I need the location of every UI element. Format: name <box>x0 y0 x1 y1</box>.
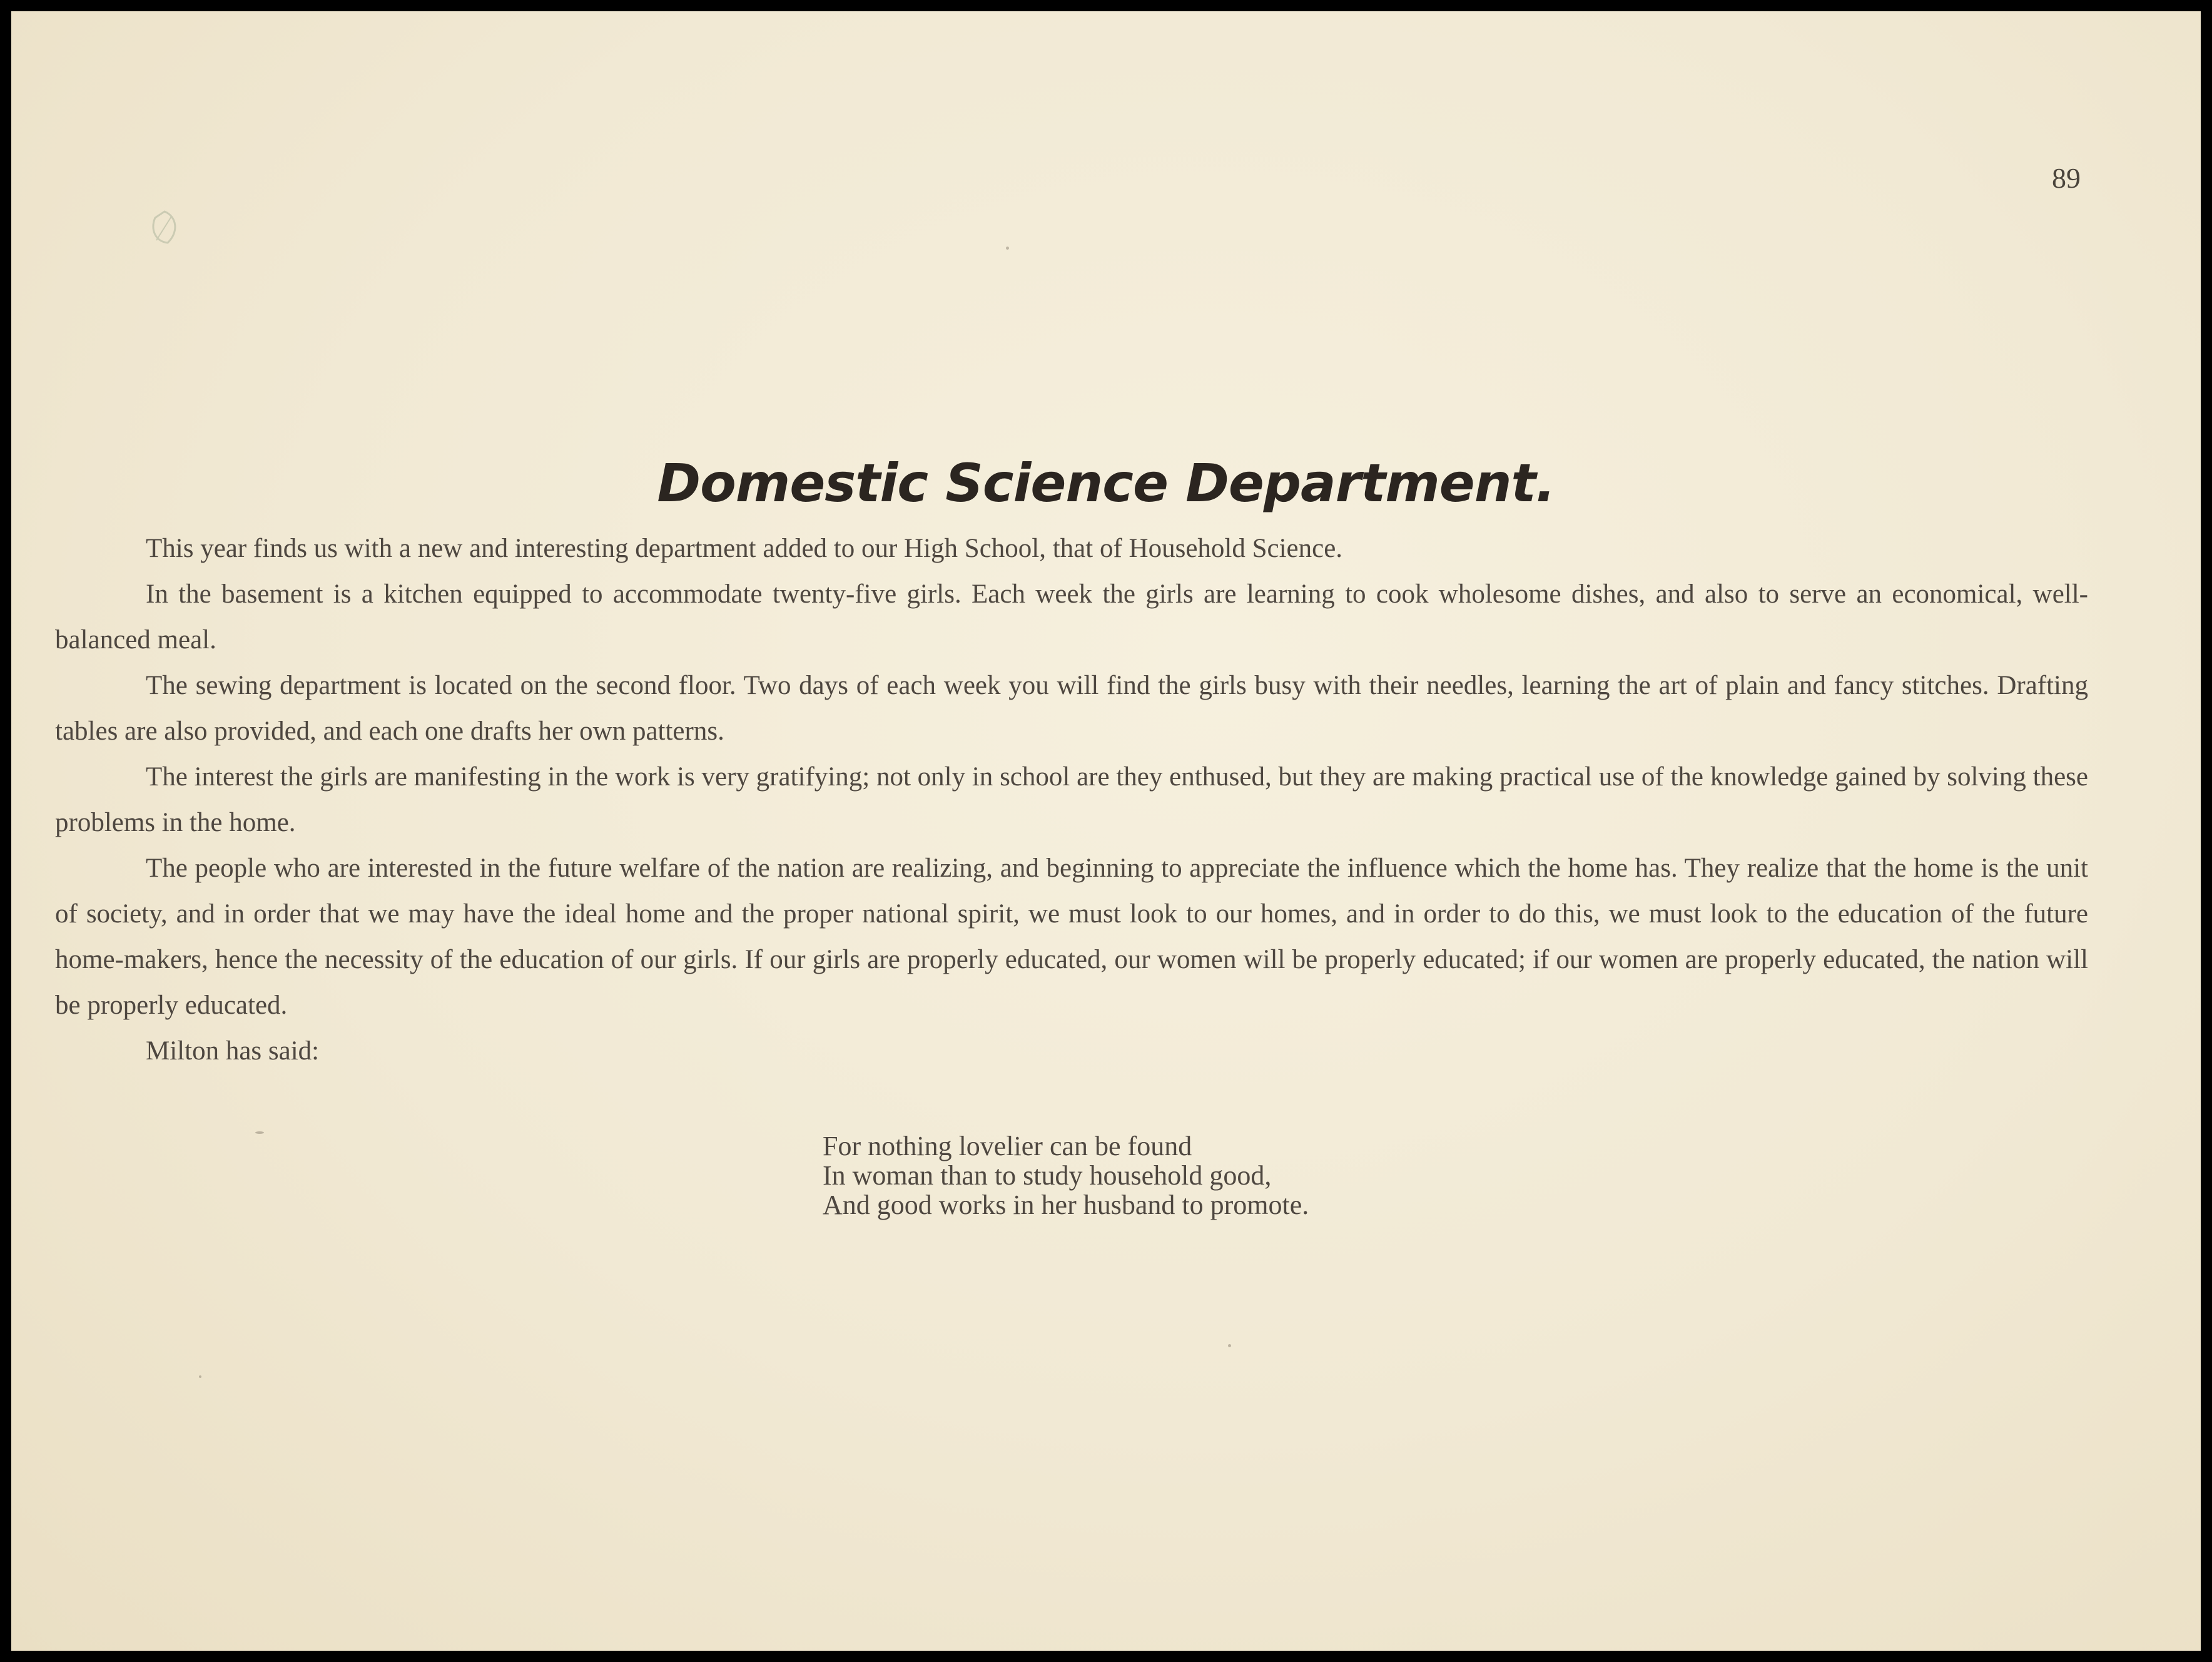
poem-line: For nothing lovelier can be found <box>823 1131 1192 1161</box>
document-page <box>11 11 2201 1651</box>
paragraph: This year finds us with a new and interesting department added to our High School, that of Household Science. <box>146 534 1343 563</box>
paper-speck <box>255 1131 264 1134</box>
paragraph: The sewing department is located on the second floor. Two days of each week you will find the girls busy with their needles, learning the art of plain and fancy stitches. Drafting tables are also provided, and each one drafts her own patterns. <box>55 671 2088 746</box>
article-body <box>55 526 2088 1074</box>
paragraph: The interest the girls are manifesting in the work is very gratifying; not only in school are they enthused, but they are making practical use of the knowledge gained by solving these problems in the home. <box>55 762 2088 837</box>
page-title: Domestic Science Department. <box>657 452 1555 514</box>
poem-line: And good works in her husband to promote. <box>823 1190 1309 1220</box>
poem-line: In woman than to study household good, <box>823 1160 1272 1191</box>
page-number: 89 <box>2052 162 2081 194</box>
paper-speck <box>1228 1344 1231 1347</box>
leaf-stain-icon <box>149 210 180 245</box>
paragraph: In the basement is a kitchen equipped to accommodate twenty-five girls. Each week the girls are learning to cook wholesome dishes, and also to serve an economical, well-balanced meal. <box>55 579 2088 655</box>
paragraph: The people who are interested in the future welfare of the nation are realizing, and beginning to appreciate the influence which the home has. They realize that the home is the unit of society, and in order that we may have the ideal home and the proper national spirit, we must look to our homes, and in order to do this, we must look to the education of the future home-makers, hence the necessity of the education of our girls. If our girls are properly educated, our women will be properly educated; if our women are properly educated, the nation will be properly educated. <box>55 854 2088 1020</box>
poem-quote <box>823 1131 1309 1220</box>
paper-speck <box>199 1375 201 1378</box>
paper-speck <box>1006 247 1009 250</box>
paragraph: Milton has said: <box>146 1036 320 1066</box>
